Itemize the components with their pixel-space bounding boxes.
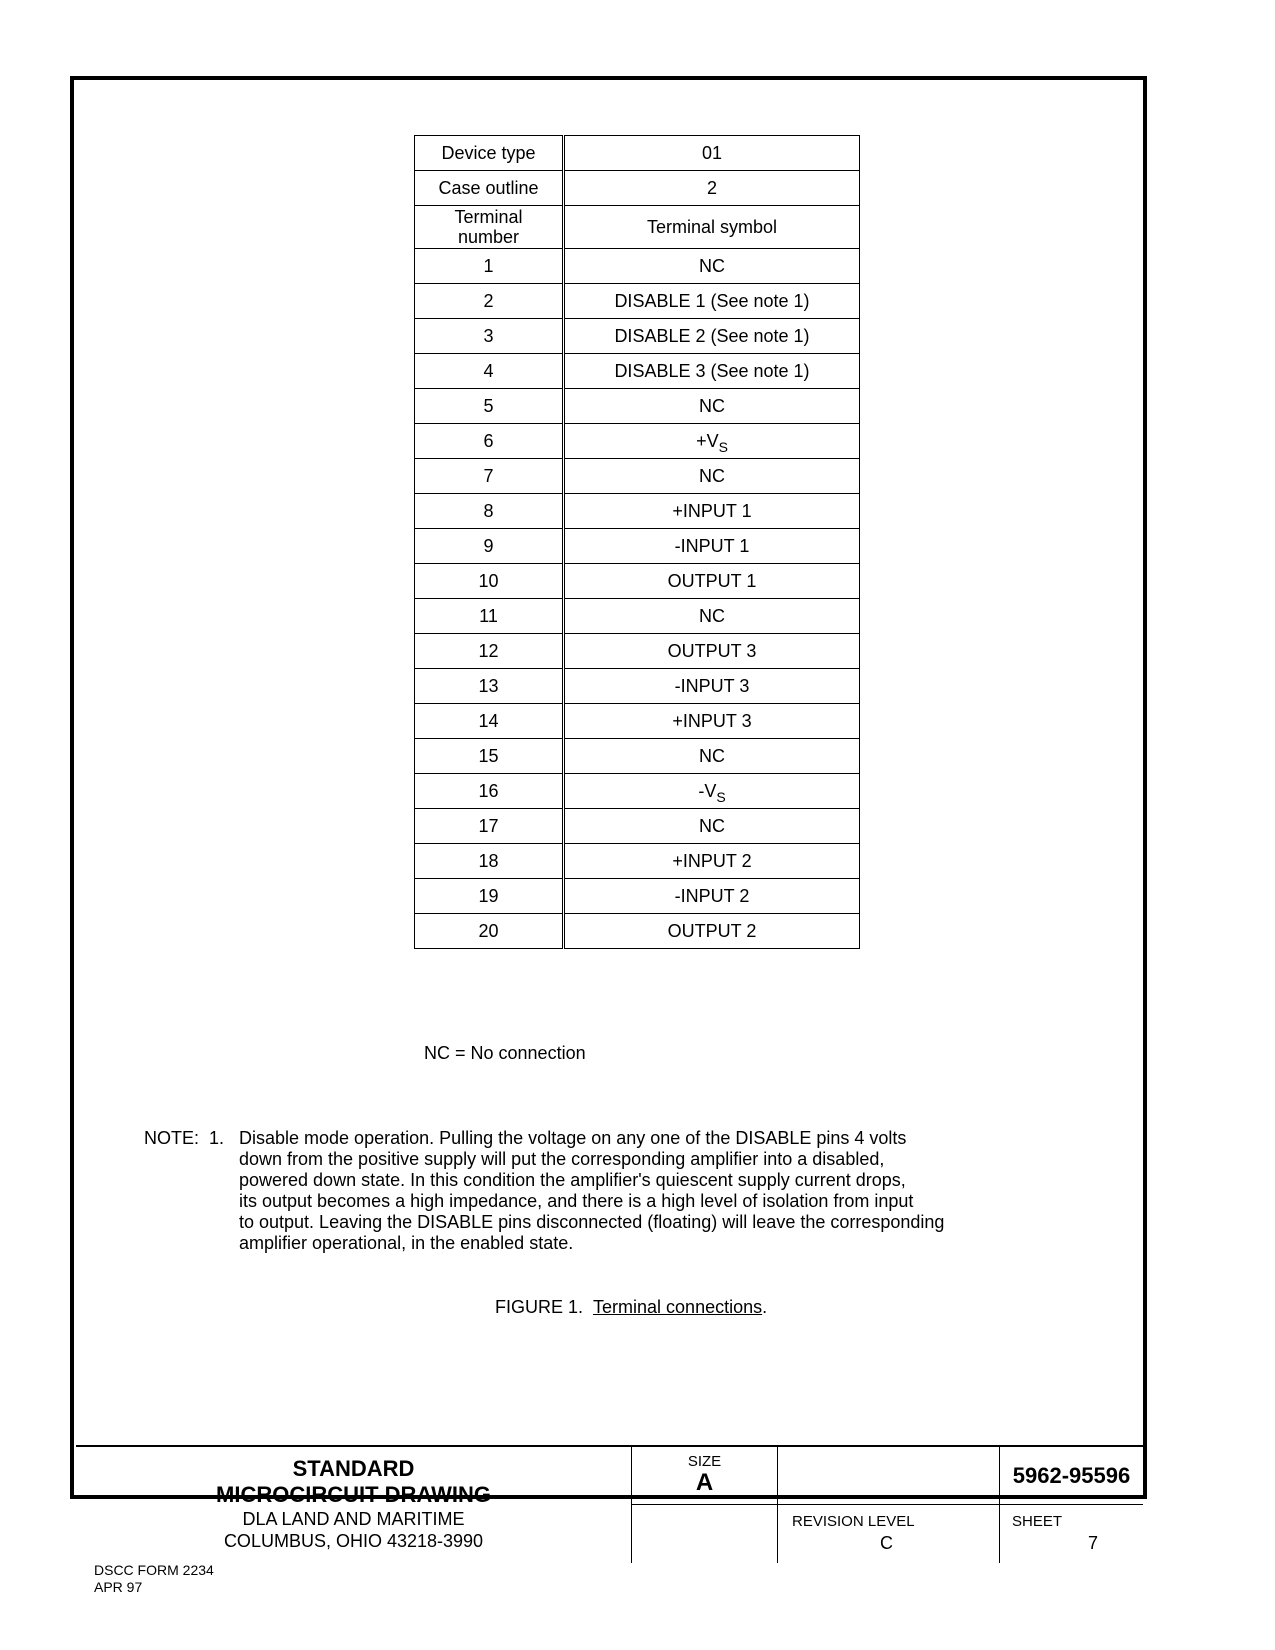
pin-row — [415, 529, 860, 564]
terminal-number: 15 — [415, 739, 564, 774]
terminal-connections-table — [414, 135, 860, 949]
note-line: powered down state. In this condition the amplifier's quiescent supply current drops, — [239, 1170, 906, 1190]
terminal-symbol — [564, 494, 860, 529]
terminal-symbol — [564, 284, 860, 319]
size-label: SIZE — [687, 1453, 722, 1470]
terminal-symbol — [564, 249, 860, 284]
device-type-label: Device type — [415, 136, 564, 171]
terminal-symbol — [564, 914, 860, 949]
pin-row — [415, 354, 860, 389]
terminal-symbol-text: +V — [696, 431, 719, 451]
pin-row — [415, 844, 860, 879]
nc-legend: NC = No connection — [424, 1043, 586, 1063]
terminal-symbol-text: -INPUT 3 — [674, 676, 750, 696]
terminal-symbol — [564, 809, 860, 844]
terminal-number-header-line1: Terminal — [454, 207, 523, 227]
pin-row — [415, 599, 860, 634]
terminal-symbol-text: -INPUT 2 — [674, 886, 750, 906]
column-header-row — [415, 206, 860, 249]
terminal-symbol — [564, 739, 860, 774]
terminal-symbol-text: OUTPUT 2 — [667, 921, 757, 941]
size-cell — [632, 1447, 778, 1505]
terminal-number: 16 — [415, 774, 564, 809]
terminal-symbol-text: DISABLE 3 (See note 1) — [614, 361, 810, 381]
terminal-number: 19 — [415, 879, 564, 914]
figure-title: Terminal connections — [593, 1297, 763, 1317]
note-line: amplifier operational, in the enabled state. — [239, 1233, 574, 1253]
note-line: its output becomes a high impedance, and there is a high level of isolation from input — [239, 1191, 914, 1211]
terminal-number-header-line2: number — [457, 227, 520, 247]
pin-row — [415, 284, 860, 319]
note-line: to output. Leaving the DISABLE pins disconnected (floating) will leave the corresponding — [239, 1212, 945, 1232]
pin-row — [415, 669, 860, 704]
sheet-cell — [1000, 1505, 1143, 1563]
terminal-symbol — [564, 564, 860, 599]
note-line: down from the positive supply will put the corresponding amplifier into a disabled, — [239, 1149, 885, 1169]
blank-cell — [778, 1447, 1000, 1505]
terminal-symbol — [564, 389, 860, 424]
revision-cell — [778, 1505, 1000, 1563]
pin-row — [415, 494, 860, 529]
terminal-number: 18 — [415, 844, 564, 879]
terminal-symbol-text: OUTPUT 1 — [667, 571, 757, 591]
terminal-symbol-text: OUTPUT 3 — [667, 641, 757, 661]
terminal-symbol — [564, 774, 860, 809]
pin-row — [415, 809, 860, 844]
terminal-symbol — [564, 844, 860, 879]
terminal-symbol — [564, 669, 860, 704]
pin-row — [415, 389, 860, 424]
pin-row — [415, 774, 860, 809]
note-label: NOTE: 1. — [144, 1128, 225, 1148]
terminal-symbol-text: NC — [699, 396, 725, 416]
terminal-number: 4 — [415, 354, 564, 389]
form-id-line2: APR 97 — [94, 1579, 143, 1595]
terminal-symbol — [564, 879, 860, 914]
terminal-symbol-text: NC — [699, 746, 725, 766]
figure-caption — [495, 1297, 767, 1318]
case-outline-value: 2 — [564, 171, 860, 206]
terminal-number: 3 — [415, 319, 564, 354]
terminal-symbol — [564, 599, 860, 634]
terminal-symbol-text: +INPUT 2 — [672, 851, 752, 871]
terminal-symbol-text: +INPUT 3 — [672, 711, 752, 731]
terminal-symbol — [564, 424, 860, 459]
terminal-number: 5 — [415, 389, 564, 424]
blank-cell — [632, 1505, 778, 1563]
size-value: A — [695, 1469, 714, 1496]
terminal-symbol-text: NC — [699, 606, 725, 626]
terminal-number: 14 — [415, 704, 564, 739]
terminal-number: 13 — [415, 669, 564, 704]
terminal-number: 8 — [415, 494, 564, 529]
terminal-symbol-text: NC — [699, 256, 725, 276]
terminal-number: 9 — [415, 529, 564, 564]
terminal-number: 6 — [415, 424, 564, 459]
drawing-number: 5962-95596 — [1000, 1447, 1143, 1505]
drawing-title-2: MICROCIRCUIT DRAWING — [216, 1482, 491, 1507]
terminal-symbol-text: +INPUT 1 — [672, 501, 752, 521]
terminal-symbol-text: -INPUT 1 — [674, 536, 750, 556]
terminal-symbol-text: DISABLE 1 (See note 1) — [614, 291, 810, 311]
form-id-line1: DSCC FORM 2234 — [94, 1562, 214, 1578]
revision-label: REVISION LEVEL — [792, 1513, 915, 1530]
title-block-left — [76, 1447, 632, 1563]
terminal-number: 1 — [415, 249, 564, 284]
figure-suffix: . — [762, 1297, 768, 1317]
pin-row — [415, 739, 860, 774]
note-line: Disable mode operation. Pulling the voltage on any one of the DISABLE pins 4 volts — [239, 1128, 907, 1148]
terminal-number: 10 — [415, 564, 564, 599]
terminal-symbol — [564, 459, 860, 494]
pin-row — [415, 459, 860, 494]
terminal-symbol — [564, 634, 860, 669]
pin-row — [415, 704, 860, 739]
terminal-symbol — [564, 319, 860, 354]
pin-row — [415, 634, 860, 669]
terminal-number: 11 — [415, 599, 564, 634]
terminal-symbol-subscript: S — [716, 789, 726, 805]
device-type-value: 01 — [564, 136, 860, 171]
revision-value: C — [880, 1533, 893, 1553]
terminal-symbol-text: DISABLE 2 (See note 1) — [614, 326, 810, 346]
terminal-symbol-text: NC — [699, 466, 725, 486]
figure-prefix: FIGURE 1. — [495, 1297, 584, 1317]
org-line-1: DLA LAND AND MARITIME — [242, 1509, 465, 1529]
form-identifier — [94, 1562, 214, 1596]
drawing-title-1: STANDARD — [292, 1456, 415, 1481]
case-outline-row — [415, 171, 860, 206]
terminal-symbol — [564, 529, 860, 564]
device-type-row — [415, 136, 860, 171]
terminal-number: 2 — [415, 284, 564, 319]
terminal-symbol-header: Terminal symbol — [564, 206, 860, 249]
title-block — [76, 1445, 1143, 1563]
pin-row — [415, 249, 860, 284]
terminal-symbol — [564, 354, 860, 389]
sheet-label: SHEET — [1012, 1513, 1063, 1530]
pin-row — [415, 424, 860, 459]
terminal-symbol-text: -V — [698, 781, 717, 801]
pin-row — [415, 879, 860, 914]
pin-row — [415, 319, 860, 354]
org-line-2: COLUMBUS, OHIO 43218-3990 — [223, 1531, 484, 1551]
terminal-symbol — [564, 704, 860, 739]
terminal-symbol-subscript: S — [718, 439, 728, 455]
pin-row — [415, 914, 860, 949]
terminal-number-header — [415, 206, 564, 249]
terminal-number: 17 — [415, 809, 564, 844]
pin-row — [415, 564, 860, 599]
note-body — [239, 1128, 1019, 1254]
terminal-number: 12 — [415, 634, 564, 669]
terminal-number: 20 — [415, 914, 564, 949]
terminal-symbol-text: NC — [699, 816, 725, 836]
terminal-number: 7 — [415, 459, 564, 494]
sheet-value: 7 — [1088, 1533, 1099, 1553]
case-outline-label: Case outline — [415, 171, 564, 206]
